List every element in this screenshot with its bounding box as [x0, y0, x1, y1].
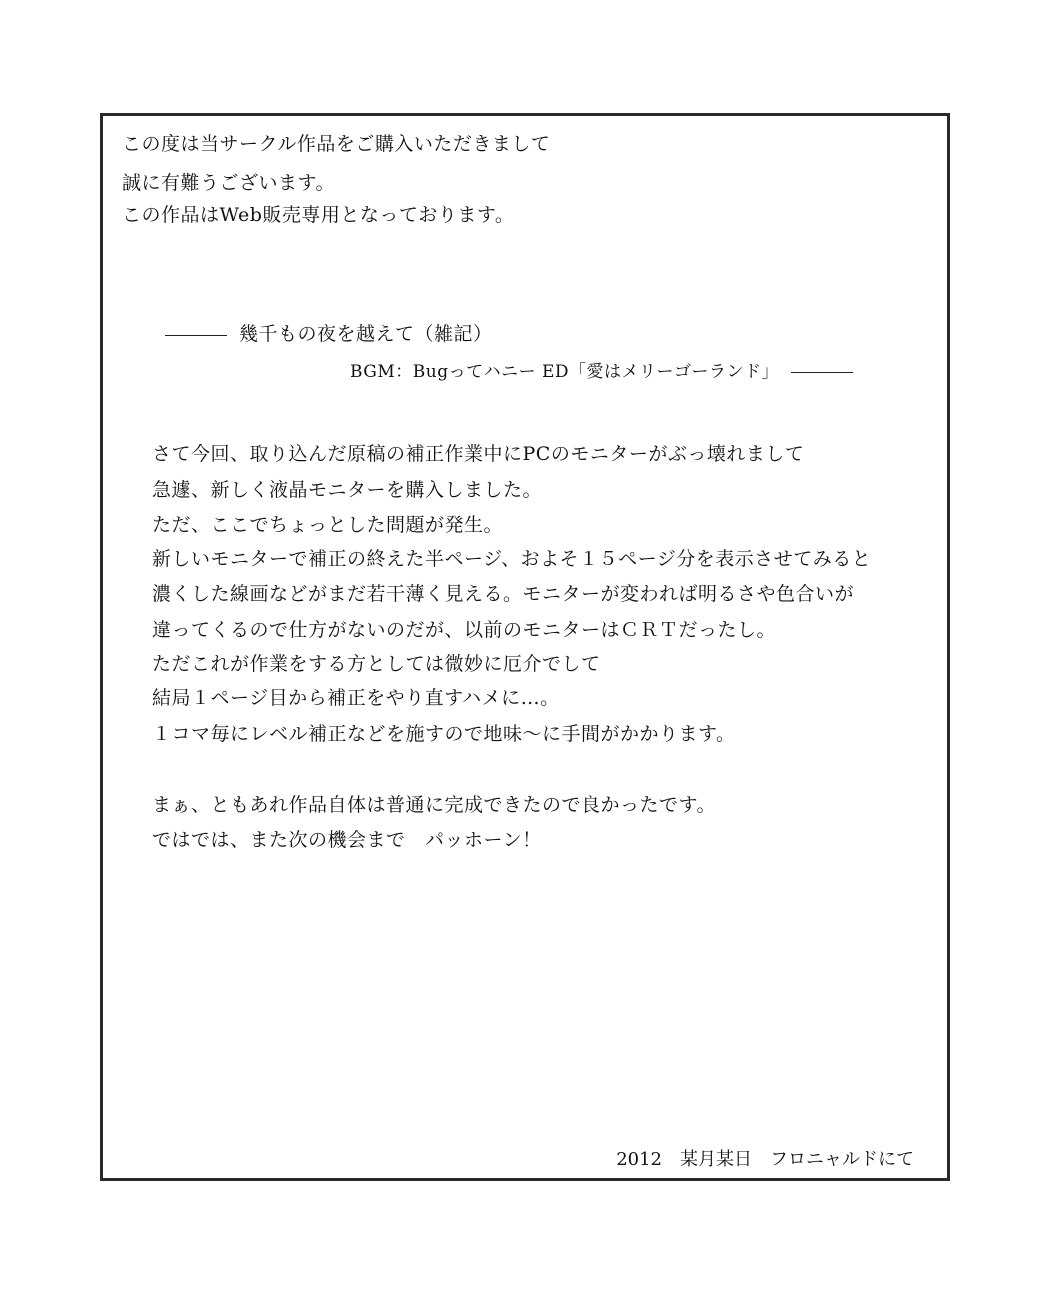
footer-date: 某月某日 [680, 1149, 752, 1170]
body-line-4: 新しいモニターで補正の終えた半ページ、およそ１５ページ分を表示させてみると [152, 548, 872, 570]
heading-rule-right [791, 372, 853, 373]
footer-year: 2012 [616, 1149, 662, 1170]
body-line-1: さて今回、取り込んだ原稿の補正作業中にPCのモニターがぶっ壊れまして [152, 443, 805, 465]
body-line-3: ただ、ここでちょっとした問題が発生。 [152, 514, 504, 536]
closing-line-1: まぁ、ともあれ作品自体は普通に完成できたので良かったです。 [152, 794, 716, 816]
heading-bgm-row [350, 360, 853, 384]
heading-title: 幾千もの夜を越えて（雑記） [239, 323, 493, 345]
intro-line-3: この作品はWeb販売専用となっております。 [122, 204, 515, 226]
footer-place: フロニャルドにて [770, 1149, 914, 1170]
body-line-2: 急遽、新しく液晶モニターを購入しました。 [152, 479, 543, 501]
body-line-8: 結局１ページ目から補正をやり直すハメに…。 [152, 687, 560, 709]
text-frame [100, 113, 950, 1181]
body-line-9: １コマ毎にレベル補正などを施すので地味～に手間がかかります。 [152, 723, 736, 745]
closing-line-2: ではでは、また次の機会まで パッホーン！ [152, 829, 542, 851]
footer-signature [616, 1148, 914, 1172]
body-line-6: 違ってくるので仕方がないのだが、以前のモニターはＣＲＴだったし。 [152, 619, 777, 641]
heading-rule-left [165, 335, 227, 336]
heading-title-row [165, 322, 493, 346]
body-line-7: ただこれが作業をする方としては微妙に厄介でして [152, 653, 601, 675]
body-line-5: 濃くした線画などがまだ若干薄く見える。モニターが変われば明るさや色合いが [152, 583, 855, 605]
intro-line-2: 誠に有難うございます。 [122, 172, 335, 194]
intro-line-1: この度は当サークル作品をご購入いただきまして [122, 133, 551, 155]
heading-bgm: BGM：Bugってハニー ED「愛はメリーゴーランド」 [350, 362, 780, 382]
